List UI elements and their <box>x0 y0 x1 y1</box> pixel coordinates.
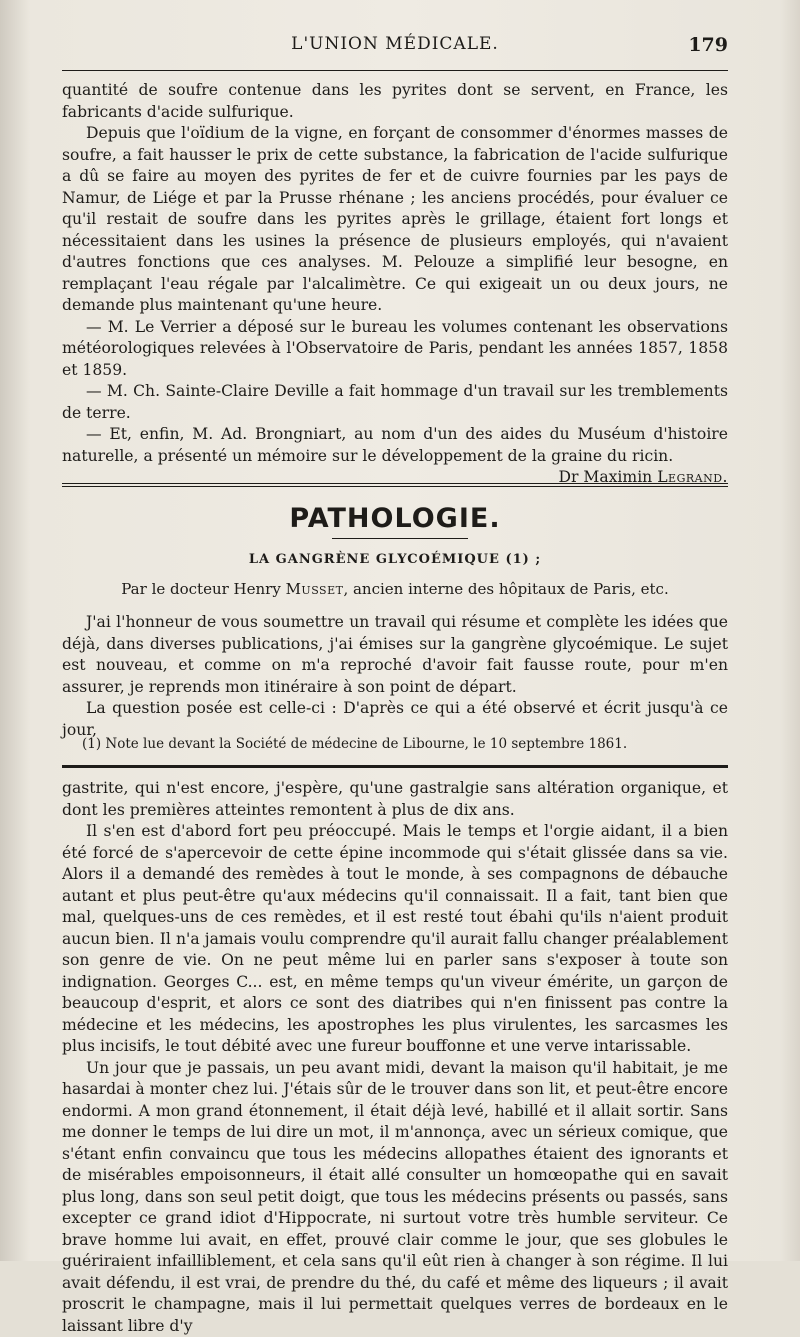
section-separator <box>62 483 728 487</box>
running-head: L'UNION MÉDICALE. <box>62 34 728 54</box>
byline-name: Musset <box>286 580 344 598</box>
page-header <box>62 34 728 62</box>
paragraph: quantité de soufre contenue dans les pyrites dont se servent, en France, les fabricants d'acide sulfurique. <box>62 80 728 123</box>
byline-suffix: , ancien interne des hôpitaux de Paris, etc. <box>343 580 668 598</box>
page-number: 179 <box>688 34 728 56</box>
section-title: PATHOLOGIE. <box>62 503 728 534</box>
paragraph: gastrite, qui n'est encore, j'espère, qu'une gastralgie sans altération organique, et dont les premières atteintes remontent à plus de dix ans. <box>62 778 728 821</box>
byline-prefix: Par le docteur Henry <box>121 580 285 598</box>
header-rule <box>62 70 728 71</box>
bottom-text-block <box>62 778 728 1337</box>
column-break-rule <box>62 765 728 768</box>
signature-prefix: Dr Maximin <box>558 468 657 486</box>
paragraph: Il s'en est d'abord fort peu préoccupé. Mais le temps et l'orgie aidant, il a bien été forcé de s'apercevoir de cette épine incommode qui s'était glissée dans sa vie. Alors il a demandé des remèdes à tout le monde, à ses compagnons de débauche autant et plus peut-être qu'aux médecins qu'il connaissait. Il a fait, tant bien que mal, quelques-uns de ces remèdes, et il est resté tout ébahi qu'ils n'aient produit aucun bien. Il n'a jamais voulu comprendre qu'il aurait fallu changer préalablement son genre de vie. On ne peut même lui en parler sans s'exposer à toute son indignation. Georges C... est, en même temps qu'un viveur émérite, un garçon de beaucoup d'esprit, et alors ce sont des diatribes qui n'en finissent pas contre la médecine et les médecins, les apostrophes les plus virulentes, les sarcasmes les plus incisifs, le tout débité avec une fureur bouffonne et une verve intarissable. <box>62 821 728 1058</box>
title-rule <box>332 538 468 539</box>
paragraph: — M. Ch. Sainte-Claire Deville a fait hommage d'un travail sur les tremblements de terre. <box>62 381 728 424</box>
footnote: (1) Note lue devant la Société de médecine de Libourne, le 10 septembre 1861. <box>62 735 728 753</box>
paragraph: Un jour que je passais, un peu avant midi, devant la maison qu'il habitait, je me hasardai à monter chez lui. J'étais sûr de le trouver dans son lit, et peut-être encore endormi. A mon grand étonnement, il était déjà levé, habillé et il allait sortir. Sans me donner le temps de lui dire un mot, il m'annonça, avec un sérieux comique, que s'étant enfin convaincu que tous les médecins allopathes étaient des ignorants et de misérables empoisonneurs, il était allé consulter un homœopathe qui en savait plus long, dans son seul petit doigt, que tous les médecins présents ou passés, sans excepter ce grand idiot d'Hippocrate, ni surtout votre très humble serviteur. Ce brave homme lui avait, en effet, prouvé clair comme le jour, que ses globules le guériraient infailliblement, et cela sans qu'il eût rien à changer à son régime. Il lui avait défendu, il est vrai, de prendre du thé, du café et même des liqueurs ; il avait proscrit le champagne, mais il lui permettait quelques verres de bordeaux en le laissant libre d'y <box>62 1058 728 1337</box>
article-title: LA GANGRÈNE GLYCOÉMIQUE (1) ; <box>62 552 728 567</box>
signature-name: Legrand. <box>657 468 728 486</box>
paragraph: — M. Le Verrier a déposé sur le bureau les volumes contenant les observations météorologiques relevées à l'Observatoire de Paris, pendant les années 1857, 1858 et 1859. <box>62 317 728 382</box>
paragraph: Depuis que l'oïdium de la vigne, en forçant de consommer d'énormes masses de soufre, a fait hausser le prix de cette substance, la fabrication de l'acide sulfurique a dû se faire au moyen des pyrites de fer et de cuivre fournies par les pays de Namur, de Liége et par la Prusse rhénane ; les anciens procédés, pour évaluer ce qu'il restait de soufre dans les pyrites après le grillage, étaient fort longs et nécessitaient dans les usines la présence de plusieurs employés, qui n'avaient d'autres fonctions que ces analyses. M. Pelouze a simplifié leur besogne, en remplaçant l'eau régale par l'alcalimètre. Ce qui exigeait un ou deux jours, ne demande plus maintenant qu'une heure. <box>62 123 728 317</box>
byline <box>62 580 728 598</box>
article-text-block <box>62 612 728 741</box>
paragraph: J'ai l'honneur de vous soumettre un travail qui résume et complète les idées que déjà, dans diverses publications, j'ai émises sur la gangrène glycoémique. Le sujet est nouveau, et comme on m'a reproché d'avoir fait fausse route, pour m'en assurer, je reprends mon itinéraire à son point de départ. <box>62 612 728 698</box>
paragraph: La question posée est celle-ci : D'après ce qui a été observé et écrit jusqu'à ce jour, <box>62 698 728 741</box>
top-text-block <box>62 80 728 489</box>
paragraph: — Et, enfin, M. Ad. Brongniart, au nom d'un des aides du Muséum d'histoire naturelle, a présenté un mémoire sur le développement de la graine du ricin. <box>62 424 728 467</box>
